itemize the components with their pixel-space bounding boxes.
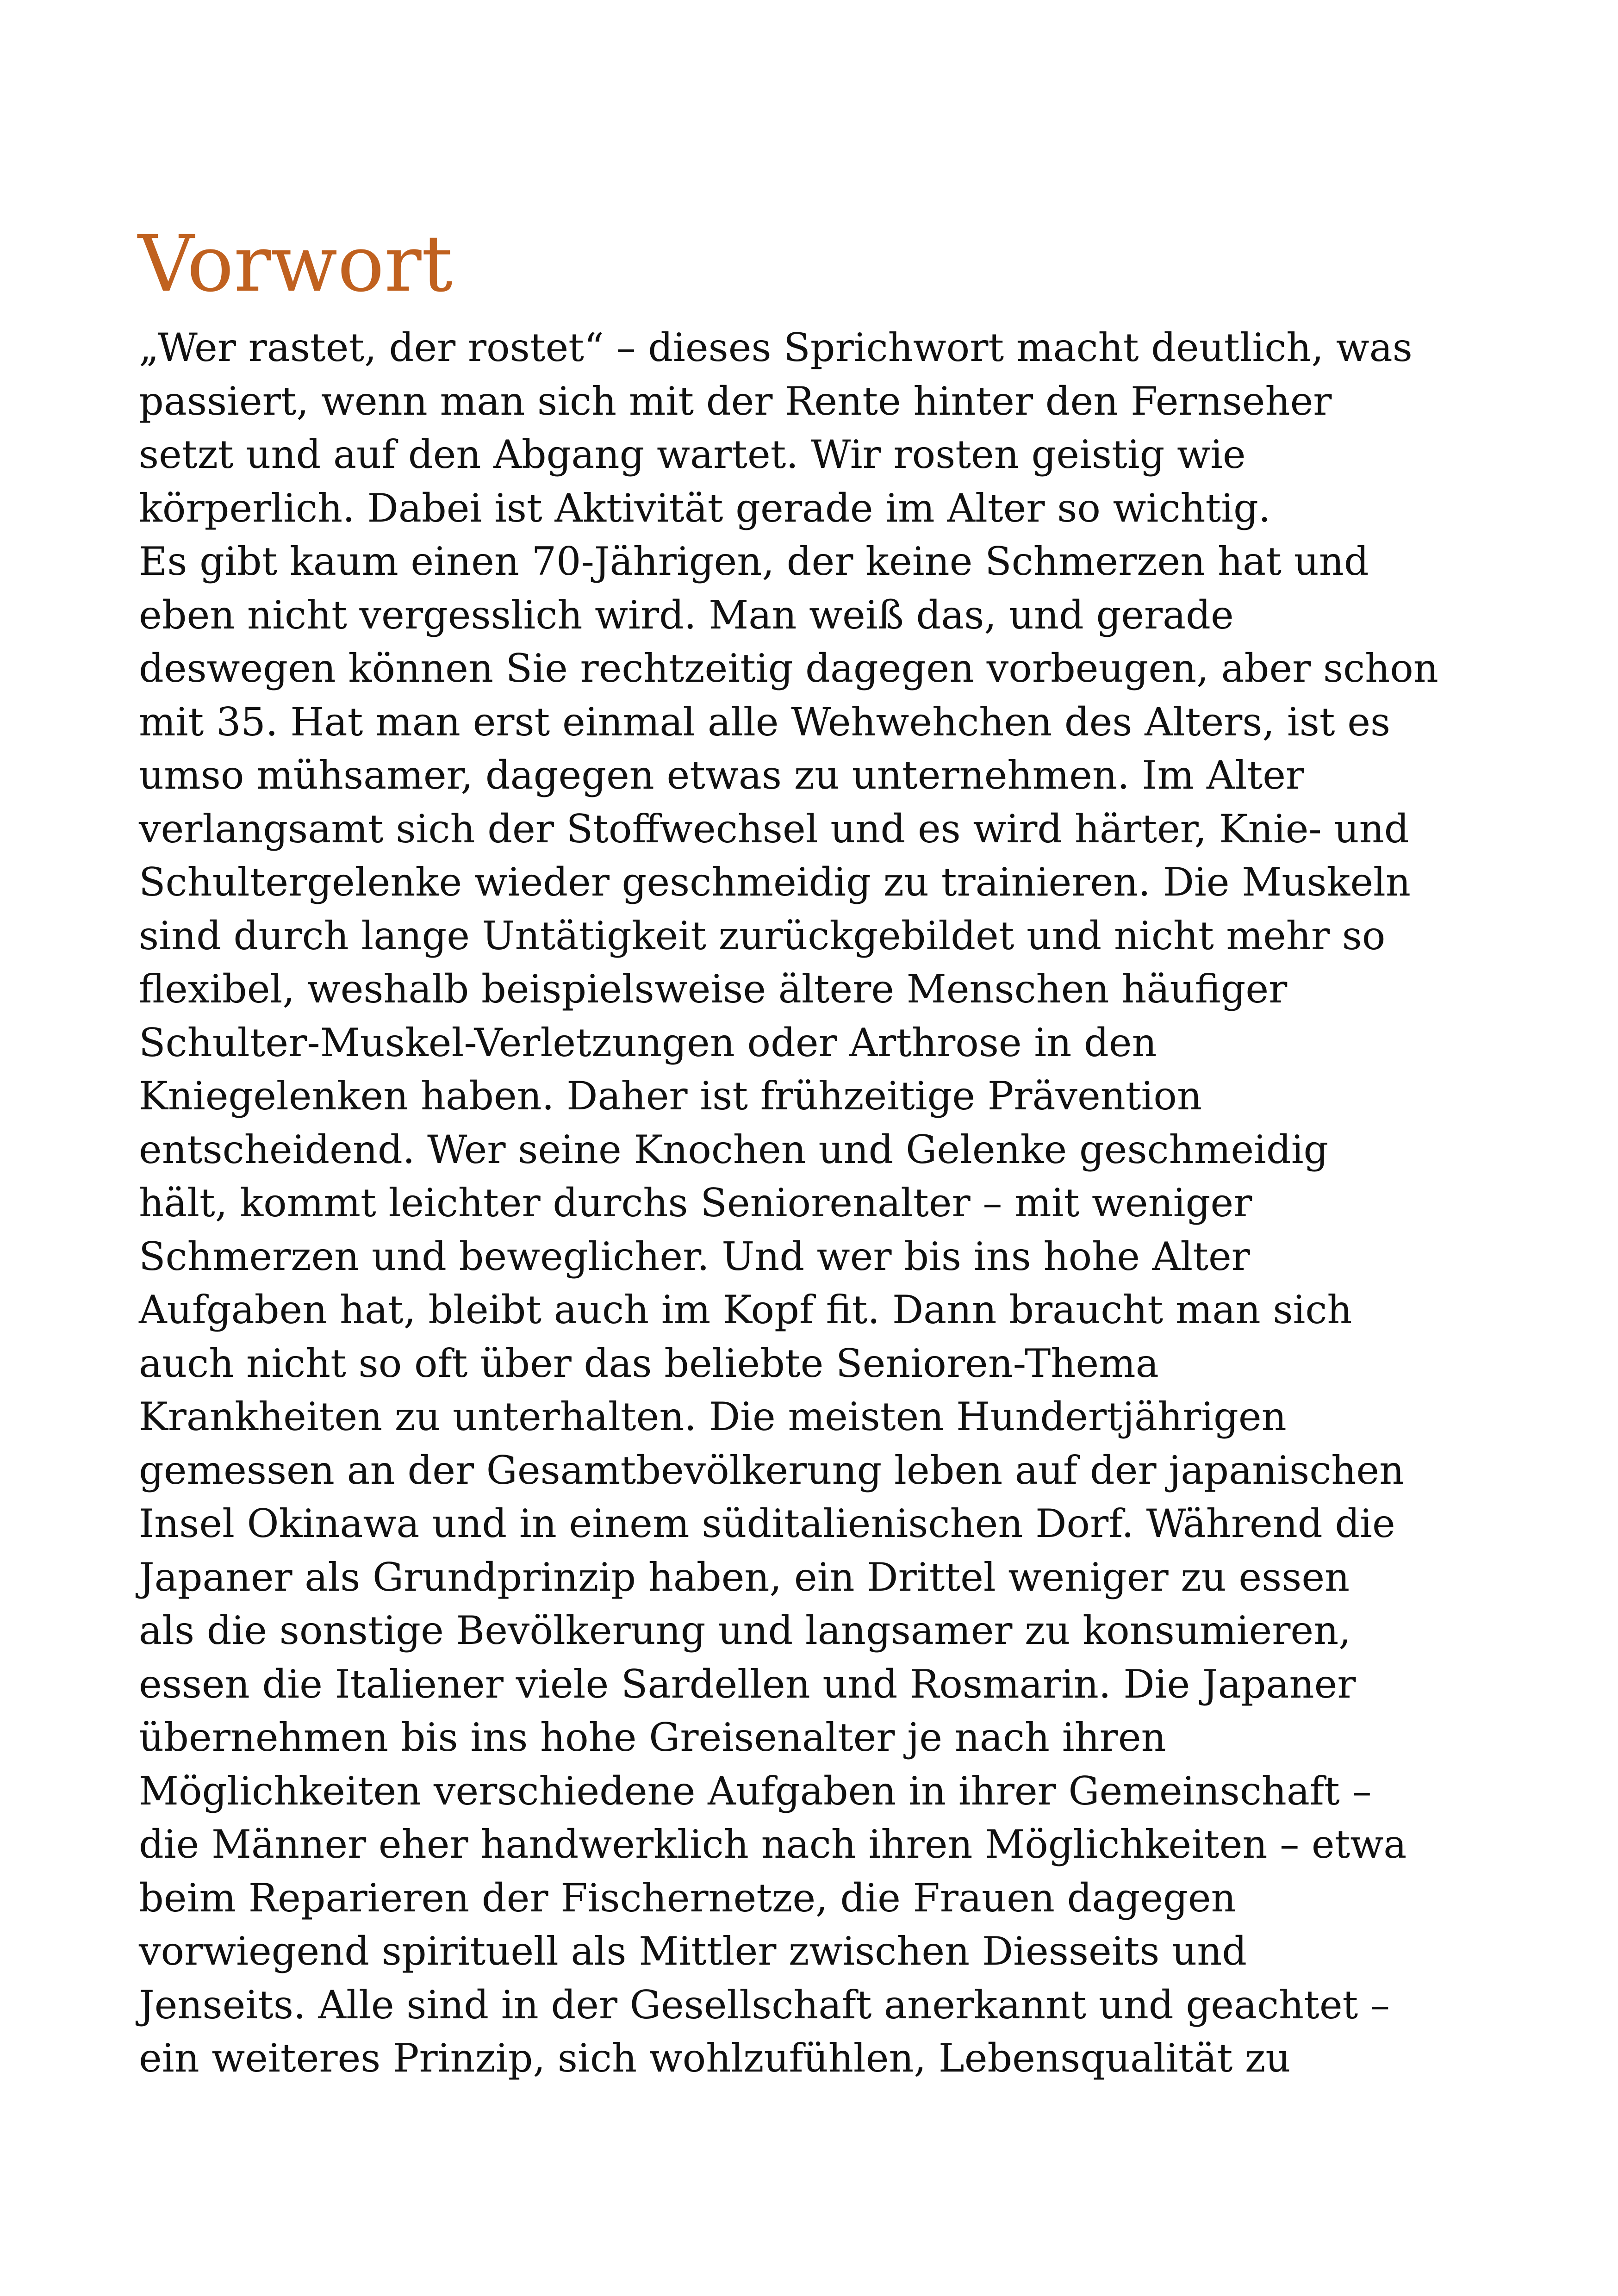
text-line: übernehmen bis ins hohe Greisenalter je nach ihren bbox=[139, 1715, 1166, 1760]
text-line: als die sonstige Bevölkerung und langsamer zu konsumieren, bbox=[139, 1608, 1351, 1653]
text-line: körperlich. Dabei ist Aktivität gerade im Alter so wichtig. bbox=[139, 485, 1271, 531]
page-title: Vorwort bbox=[138, 218, 453, 309]
text-line: setzt und auf den Abgang wartet. Wir rosten geistig wie bbox=[139, 432, 1246, 477]
text-line: Jenseits. Alle sind in der Gesellschaft anerkannt und geachtet – bbox=[139, 1982, 1390, 2028]
text-line: hält, kommt leichter durchs Seniorenalter – mit weniger bbox=[139, 1180, 1252, 1226]
text-line: essen die Italiener viele Sardellen und Rosmarin. Die Japaner bbox=[139, 1661, 1356, 1707]
text-line: Aufgaben hat, bleibt auch im Kopf fit. Dann braucht man sich bbox=[139, 1287, 1352, 1332]
text-line: flexibel, weshalb beispielsweise ältere Menschen häufiger bbox=[139, 966, 1288, 1012]
text-line: mit 35. Hat man erst einmal alle Wehwehchen des Alters, ist es bbox=[139, 699, 1391, 745]
text-line: Kniegelenken haben. Daher ist frühzeitige Prävention bbox=[139, 1073, 1202, 1119]
text-line: Krankheiten zu unterhalten. Die meisten Hundertjährigen bbox=[139, 1394, 1287, 1439]
text-line: die Männer eher handwerklich nach ihren Möglichkeiten – etwa bbox=[139, 1822, 1407, 1867]
text-line: eben nicht vergesslich wird. Man weiß das, und gerade bbox=[139, 592, 1234, 638]
text-line: ein weiteres Prinzip, sich wohlzufühlen, Lebensqualität zu bbox=[139, 2035, 1291, 2081]
text-line: deswegen können Sie rechtzeitig dagegen vorbeugen, aber schon bbox=[139, 646, 1438, 691]
text-line: umso mühsamer, dagegen etwas zu unternehmen. Im Alter bbox=[139, 753, 1305, 798]
text-line: „Wer rastet, der rostet“ – dieses Sprichwort macht deutlich, was bbox=[139, 325, 1413, 370]
text-line: Möglichkeiten verschiedene Aufgaben in ihrer Gemeinschaft – bbox=[139, 1768, 1372, 1814]
text-line: vorwiegend spirituell als Mittler zwischen Diesseits und bbox=[139, 1929, 1247, 1974]
text-line: Insel Okinawa und in einem süditalienischen Dorf. Während die bbox=[139, 1501, 1395, 1546]
text-line: auch nicht so oft über das beliebte Senioren-Thema bbox=[139, 1340, 1159, 1386]
text-line: Japaner als Grundprinzip haben, ein Drittel weniger zu essen bbox=[139, 1554, 1350, 1600]
text-line: Schmerzen und beweglicher. Und wer bis ins hohe Alter bbox=[139, 1233, 1250, 1279]
text-line: Schulter-Muskel-Verletzungen oder Arthrose in den bbox=[139, 1020, 1157, 1065]
text-line: sind durch lange Untätigkeit zurückgebildet und nicht mehr so bbox=[139, 913, 1386, 958]
text-line: passiert, wenn man sich mit der Rente hinter den Fernseher bbox=[139, 378, 1332, 424]
text-line: Es gibt kaum einen 70-Jährigen, der keine Schmerzen hat und bbox=[139, 539, 1369, 584]
text-line: entscheidend. Wer seine Knochen und Gelenke geschmeidig bbox=[139, 1126, 1329, 1172]
text-line: Schultergelenke wieder geschmeidig zu trainieren. Die Muskeln bbox=[139, 859, 1411, 905]
body-paragraph bbox=[139, 321, 1574, 2085]
text-line: beim Reparieren der Fischernetze, die Frauen dagegen bbox=[139, 1875, 1236, 1921]
text-line: gemessen an der Gesamtbevölkerung leben auf der japanischen bbox=[139, 1447, 1405, 1493]
text-line: verlangsamt sich der Stoffwechsel und es wird härter, Knie- und bbox=[139, 806, 1409, 852]
